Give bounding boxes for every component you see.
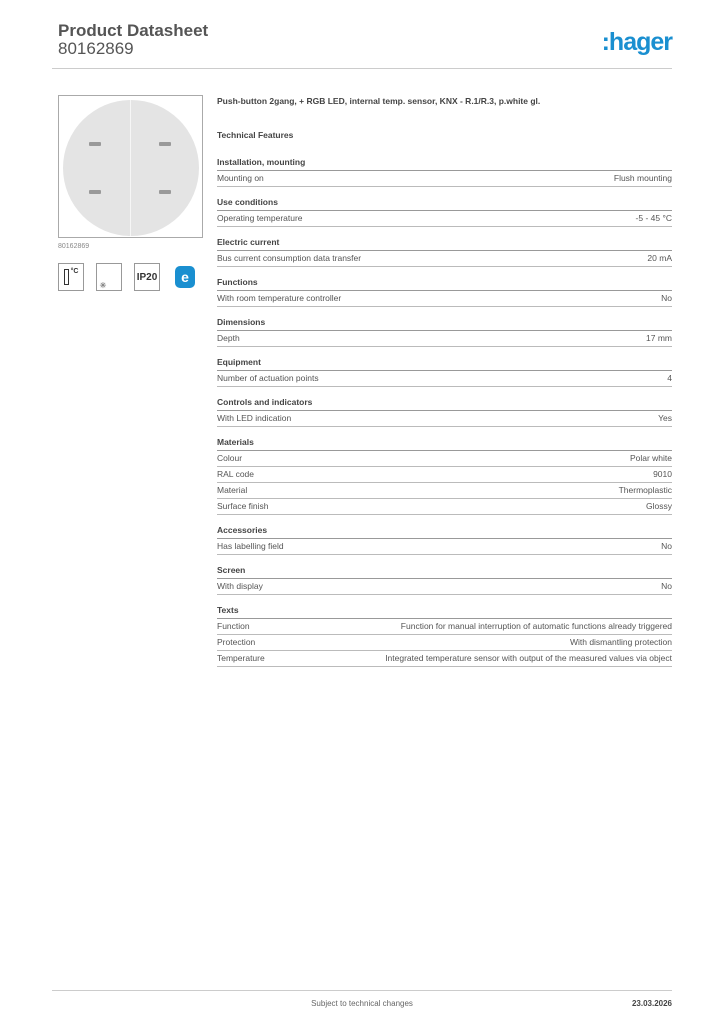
spec-label: Protection — [217, 637, 256, 647]
easy-icon: e — [172, 263, 198, 291]
section — [217, 277, 672, 307]
product-number: 80162869 — [58, 39, 134, 58]
hager-logo: :hager — [601, 28, 672, 56]
page-title: Product Datasheet — [58, 21, 209, 40]
spec-label: Has labelling field — [217, 541, 284, 551]
spec-value: 17 mm — [646, 333, 672, 343]
section-title: Texts — [217, 605, 672, 619]
spec-row — [217, 499, 672, 515]
spec-row — [217, 371, 672, 387]
header-divider — [52, 68, 672, 69]
spec-value: No — [661, 293, 672, 303]
spec-row — [217, 411, 672, 427]
product-details — [217, 96, 672, 677]
spec-label: Number of actuation points — [217, 373, 319, 383]
section-title: Materials — [217, 437, 672, 451]
spec-label: Material — [217, 485, 248, 495]
ip20-icon: IP20 — [134, 263, 160, 291]
spec-value: Integrated temperature sensor with output of the measured values via object — [385, 653, 672, 663]
section — [217, 525, 672, 555]
footer-date: 23.03.2026 — [631, 999, 672, 1008]
spec-label: Mounting on — [217, 173, 264, 183]
spec-value: Thermoplastic — [618, 485, 672, 495]
section-title: Dimensions — [217, 317, 672, 331]
section — [217, 317, 672, 347]
spec-label: Colour — [217, 453, 243, 463]
image-caption: 80162869 — [58, 243, 90, 250]
spec-row — [217, 451, 672, 467]
section-title: Installation, mounting — [217, 157, 672, 171]
spec-row — [217, 579, 672, 595]
spec-row — [217, 635, 672, 651]
section-title: Use conditions — [217, 197, 672, 211]
spec-label: Surface finish — [217, 501, 269, 511]
spec-row — [217, 539, 672, 555]
spec-row — [217, 211, 672, 227]
section — [217, 357, 672, 387]
spec-value: No — [661, 581, 672, 591]
technical-features-heading: Technical Features — [217, 130, 294, 140]
spec-value: Polar white — [629, 453, 672, 463]
spec-value: 9010 — [653, 469, 672, 479]
footer-divider — [52, 990, 672, 991]
section-title: Accessories — [217, 525, 672, 539]
spec-row — [217, 467, 672, 483]
product-description: Push-button 2gang, + RGB LED, internal temp. sensor, KNX - R.1/R.3, p.white gl. — [217, 96, 541, 106]
section — [217, 157, 672, 187]
spec-row — [217, 251, 672, 267]
spec-label: Operating temperature — [217, 213, 303, 223]
section-title: Screen — [217, 565, 672, 579]
spec-row — [217, 331, 672, 347]
section — [217, 237, 672, 267]
sensor-icon: ✳ — [96, 263, 122, 291]
spec-row — [217, 291, 672, 307]
spec-value: Glossy — [646, 501, 672, 511]
spec-label: Bus current consumption data transfer — [217, 253, 362, 263]
section-title: Controls and indicators — [217, 397, 672, 411]
section-title: Equipment — [217, 357, 672, 371]
spec-value: Function for manual interruption of automatic functions already triggered — [400, 621, 672, 631]
spec-value: 4 — [667, 373, 672, 383]
footer-note: Subject to technical changes — [311, 999, 413, 1008]
spec-row — [217, 619, 672, 635]
spec-value: Flush mounting — [613, 173, 672, 183]
section — [217, 397, 672, 427]
spec-label: RAL code — [217, 469, 255, 479]
spec-row — [217, 171, 672, 187]
product-image — [58, 95, 203, 238]
spec-row — [217, 483, 672, 499]
spec-value: No — [661, 541, 672, 551]
spec-value: 20 mA — [647, 253, 672, 263]
section-title: Electric current — [217, 237, 672, 251]
spec-label: Depth — [217, 333, 240, 343]
section — [217, 565, 672, 595]
section — [217, 605, 672, 667]
section — [217, 437, 672, 515]
spec-label: Function — [217, 621, 250, 631]
spec-row — [217, 651, 672, 667]
spec-value: Yes — [658, 413, 672, 423]
spec-label: With display — [217, 581, 263, 591]
spec-label: With LED indication — [217, 413, 292, 423]
spec-value: -5 - 45 °C — [635, 213, 672, 223]
section-title: Functions — [217, 277, 672, 291]
spec-value: With dismantling protection — [569, 637, 672, 647]
temperature-icon: °C — [58, 263, 84, 291]
section — [217, 197, 672, 227]
spec-label: Temperature — [217, 653, 265, 663]
spec-label: With room temperature controller — [217, 293, 342, 303]
